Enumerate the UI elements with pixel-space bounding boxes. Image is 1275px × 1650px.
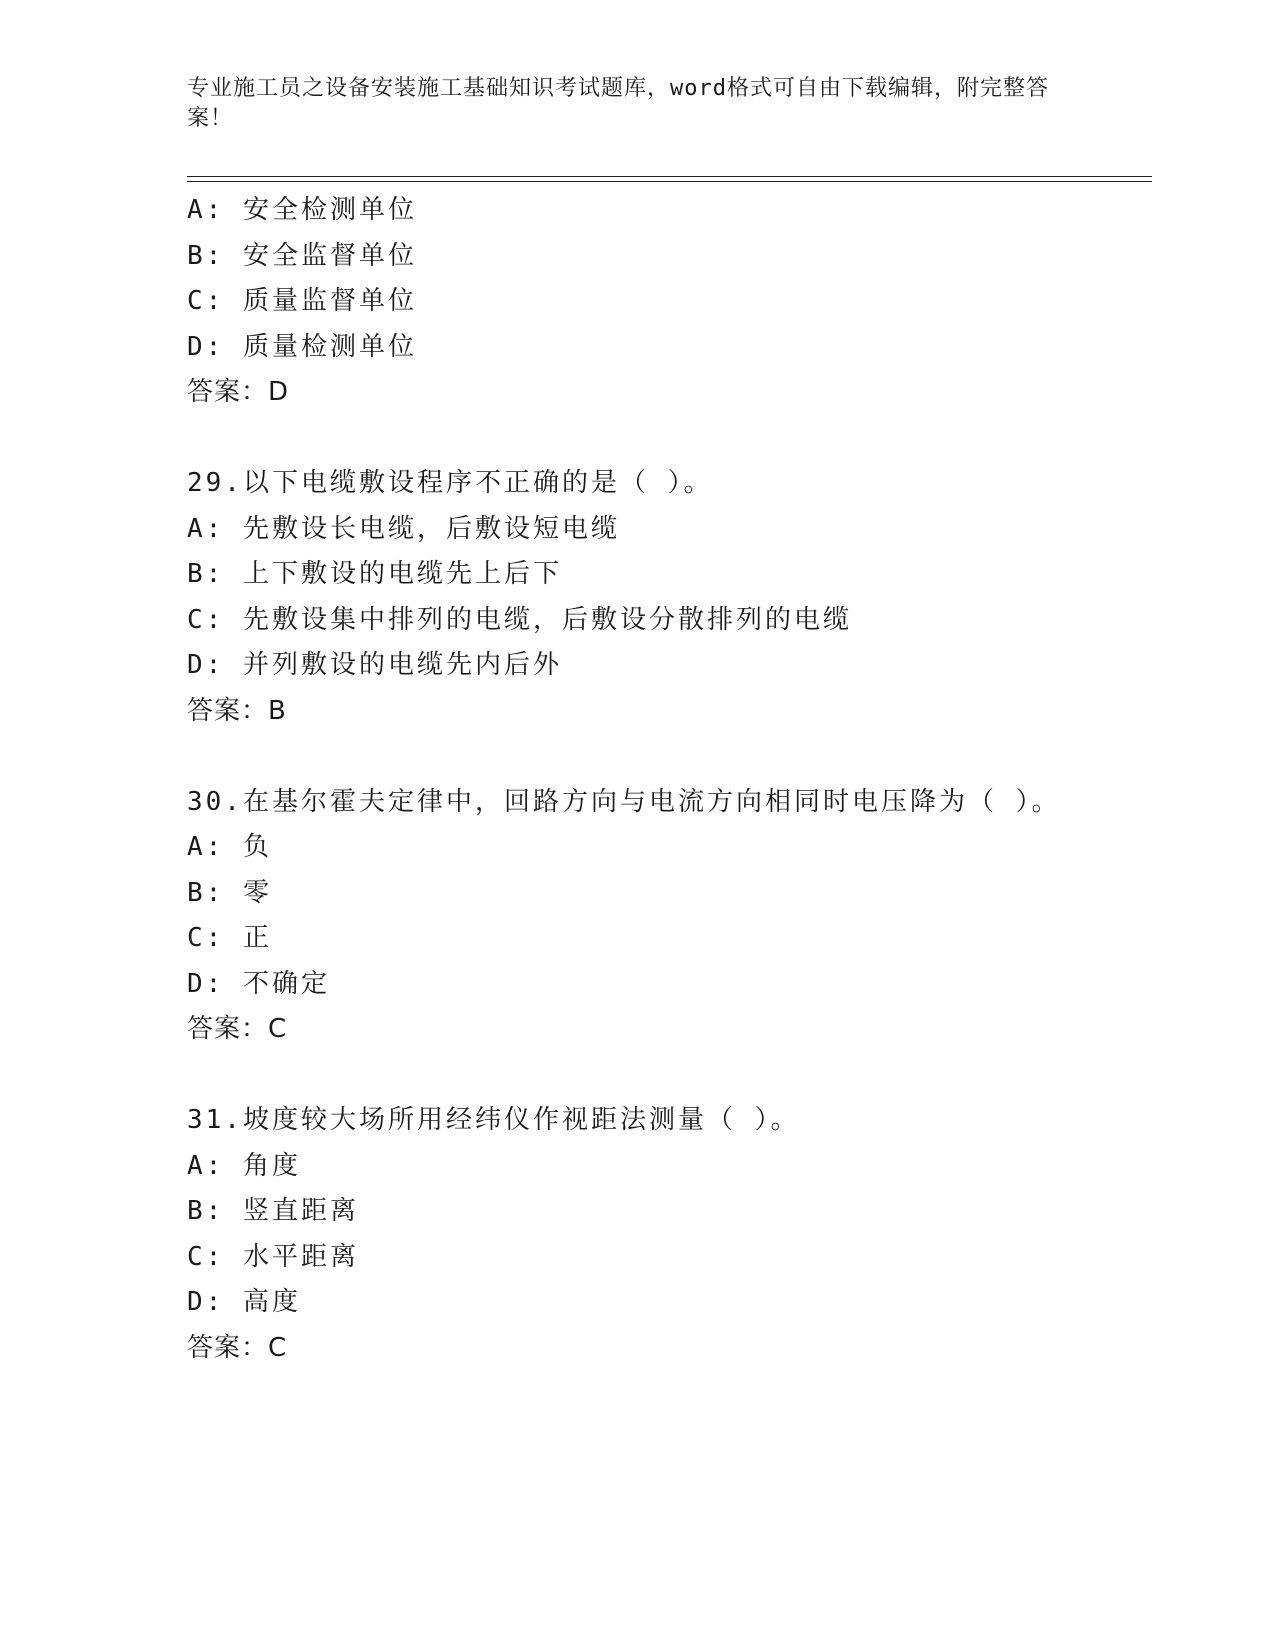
spacer (187, 1053, 1152, 1099)
option-c: C: 正 (187, 923, 272, 953)
option-a: A: 安全检测单位 (187, 195, 417, 225)
answer-label: 答案：D (187, 377, 290, 407)
question-30-block (187, 780, 1152, 1053)
option-c: C: 质量监督单位 (187, 286, 417, 316)
header-divider (187, 176, 1152, 182)
question-text: 29.以下电缆敷设程序不正确的是（ ）。 (187, 468, 713, 498)
option-d: D: 并列敷设的电缆先内后外 (187, 650, 562, 680)
question-29-block (187, 461, 1152, 734)
option-b: B: 上下敷设的电缆先上后下 (187, 559, 562, 589)
option-d: D: 质量检测单位 (187, 331, 417, 362)
question-31-block (187, 1098, 1152, 1371)
option-b: B: 安全监督单位 (187, 240, 417, 271)
spacer (187, 416, 1152, 462)
answer-label: 答案：C (187, 1014, 288, 1044)
option-c: C: 水平距离 (187, 1241, 359, 1272)
spacer (187, 734, 1152, 780)
option-c: C: 先敷设集中排列的电缆，后敷设分散排列的电缆 (187, 604, 852, 635)
option-d: D: 高度 (187, 1287, 301, 1317)
option-a: A: 角度 (187, 1150, 301, 1181)
option-d: D: 不确定 (187, 968, 330, 999)
answer-label: 答案：C (187, 1332, 288, 1363)
option-a: A: 负 (187, 832, 272, 862)
answer-label: 答案：B (187, 695, 287, 726)
document-header: 专业施工员之设备安装施工基础知识考试题库，word格式可自由下载编辑，附完整答案！ (187, 76, 1049, 131)
question-28-block (187, 188, 1152, 416)
option-b: B: 竖直距离 (187, 1196, 359, 1226)
question-text: 30.在基尔霍夫定律中，回路方向与电流方向相同时电压降为（ ）。 (187, 786, 1061, 817)
question-text: 31.坡度较大场所用经纬仪作视距法测量（ ）。 (187, 1105, 800, 1135)
option-b: B: 零 (187, 877, 272, 908)
option-a: A: 先敷设长电缆，后敷设短电缆 (187, 513, 620, 544)
question-list (187, 188, 1152, 1371)
